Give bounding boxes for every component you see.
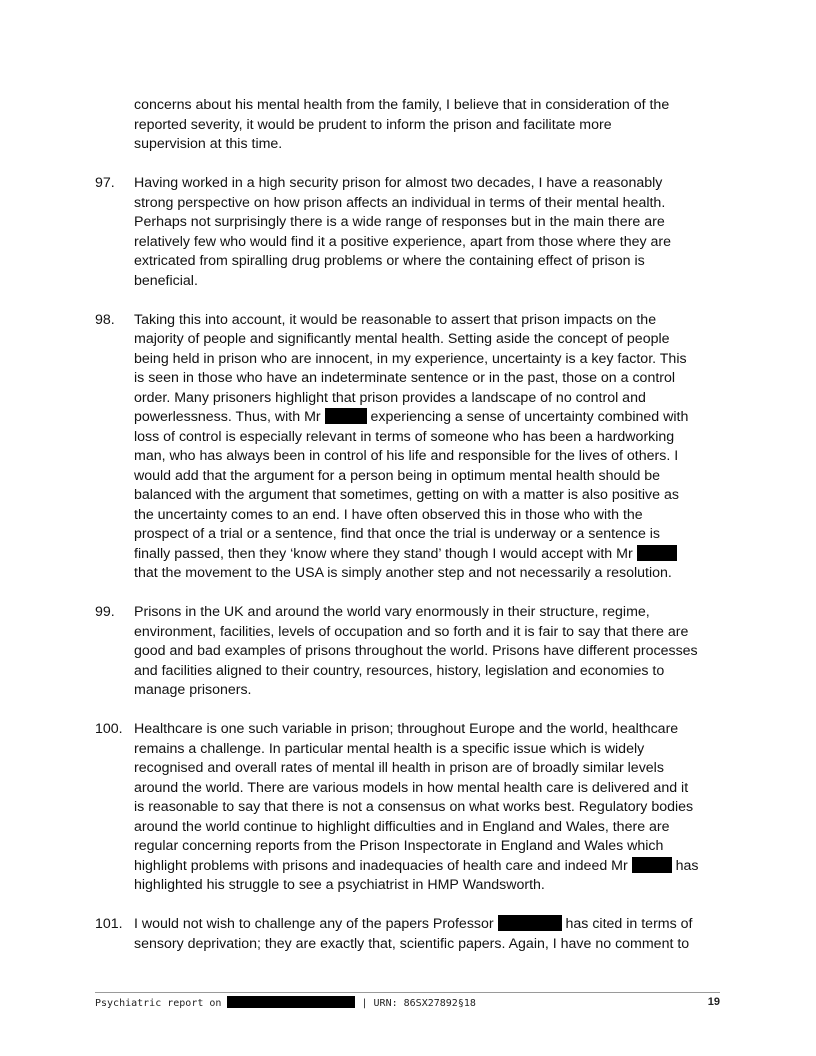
text-line: prospect of a trial or a sentence, find that once the trial is underway or a sentence is xyxy=(134,526,661,542)
text-line: good and bad examples of prisons throughout the world. Prisons have different processes xyxy=(134,643,698,659)
text-line: balanced with the argument that sometimes, getting on with a matter is also positive as xyxy=(134,487,679,503)
text-line: that the movement to the USA is simply another step and not necessarily a resolution. xyxy=(134,565,672,581)
text-line: Having worked in a high security prison for almost two decades, I have a reasonably xyxy=(134,175,663,191)
footer-urn: | URN: 86SX27892§18 xyxy=(361,998,476,1009)
paragraph-continued xyxy=(95,96,720,155)
text-line-redacted: I would not wish to challenge any of the papers Professor has cited in terms of xyxy=(134,916,693,932)
text-line: would add that the argument for a person being in optimum mental health should be xyxy=(134,467,661,484)
document-body xyxy=(95,96,720,974)
text-line: and facilities aligned to their country, resources, history, legislation and economies to xyxy=(134,662,665,679)
text-line: extricated from spiralling drug problems or where the containing effect of prison is xyxy=(134,253,645,269)
text-line-redacted: finally passed, then they ‘know where they stand’ though I would accept with Mr xyxy=(134,545,720,565)
text-line: the uncertainty comes to an end. I have often observed this in those who with the xyxy=(134,506,643,523)
footer-report-info xyxy=(95,996,476,1009)
text-line: order. Many prisoners highlight that prison provides a landscape of no control and xyxy=(134,389,646,406)
paragraph-number: 98. xyxy=(95,311,115,328)
text-line: remains a challenge. In particular mental health is a specific issue which is widely xyxy=(134,740,645,757)
text-line: Prisons in the UK and around the world vary enormously in their structure, regime, xyxy=(134,604,650,620)
text-line: sensory deprivation; they are exactly that, scientific papers. Again, I have no comment to xyxy=(134,935,690,952)
text-line: around the world continue to highlight difficulties and in England and Wales, there are xyxy=(134,818,670,835)
text-line: regular concerning reports from the Prison Inspectorate in England and Wales which xyxy=(134,838,664,854)
text-line: strong perspective on how prison affects an individual in terms of their mental health. xyxy=(134,194,666,211)
text-line: Taking this into account, it would be reasonable to assert that prison impacts on the xyxy=(134,311,657,328)
text-line: recognised and overall rates of mental ill health in prison are of broadly similar levels xyxy=(134,760,664,776)
footer-report-label: Psychiatric report on xyxy=(95,998,222,1009)
text-line: highlighted his struggle to see a psychiatrist in HMP Wandsworth. xyxy=(134,877,545,893)
page-number: 19 xyxy=(707,996,720,1008)
text-line: is seen in those who have an indeterminate sentence or in the past, those on a control xyxy=(134,370,676,386)
paragraph-number: 99. xyxy=(95,604,115,620)
text-line: environment, facilities, levels of occupation and so forth and it is fair to say that there are xyxy=(134,623,689,640)
text-line-redacted: highlight problems with prisons and inadequacies of health care and indeed Mr has xyxy=(134,857,699,874)
text-line: being held in prison who are innocent, in my experience, uncertainty is a key factor. This xyxy=(134,350,687,367)
paragraph-97 xyxy=(95,174,720,291)
text-line: man, who has always been in control of his life and responsible for the lives of others. I xyxy=(134,448,679,464)
page-footer xyxy=(95,992,720,1012)
text-line: relatively few who would find it a positive experience, apart from those where they are xyxy=(134,233,672,250)
text-line: concerns about his mental health from the family, I believe that in consideration of the xyxy=(134,97,670,113)
paragraph-98 xyxy=(95,311,720,584)
text-line: loss of control is especially relevant in terms of someone who has been a hardworking xyxy=(134,428,675,445)
redaction-block xyxy=(632,857,672,873)
text-line-redacted: powerlessness. Thus, with Mr experiencing a sense of uncertainty combined with xyxy=(134,409,689,425)
text-line: reported severity, it would be prudent to inform the prison and facilitate more xyxy=(134,116,612,133)
redaction-block xyxy=(227,996,355,1008)
paragraph-100 xyxy=(95,720,720,896)
text-line: Perhaps not surprisingly there is a wide range of responses but in the main there are xyxy=(134,214,665,230)
paragraph-101 xyxy=(95,915,720,954)
text-line: is reasonable to say that there is not a consensus on what works best. Regulatory bodies xyxy=(134,799,694,815)
text-line: Healthcare is one such variable in prison; throughout Europe and the world, healthcare xyxy=(134,721,679,737)
text-line: manage prisoners. xyxy=(134,682,252,698)
paragraph-number: 101. xyxy=(95,916,123,932)
redaction-block xyxy=(325,408,367,424)
text-line: around the world. There are various models in how mental health care is delivered and it xyxy=(134,779,689,796)
text-line: supervision at this time. xyxy=(134,136,283,152)
paragraph-number: 97. xyxy=(95,175,115,191)
paragraph-number: 100. xyxy=(95,721,123,737)
redaction-block xyxy=(498,915,562,931)
redaction-block xyxy=(637,545,677,561)
paragraph-99 xyxy=(95,603,720,701)
text-line: beneficial. xyxy=(134,272,198,289)
text-line: majority of people and significantly mental health. Setting aside the concept of people xyxy=(134,331,670,347)
